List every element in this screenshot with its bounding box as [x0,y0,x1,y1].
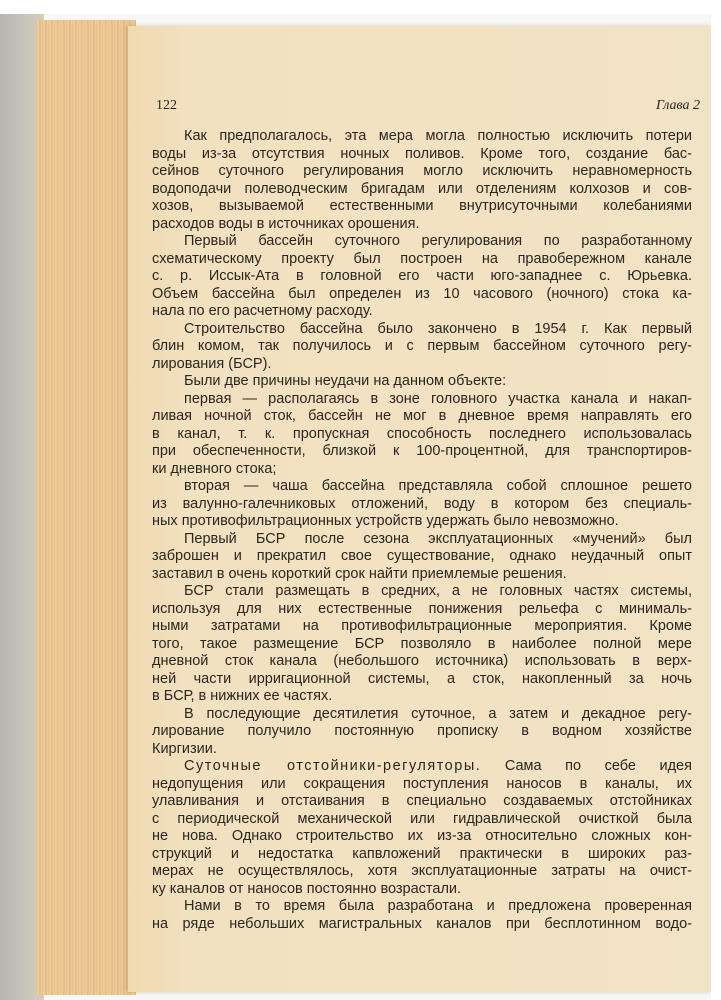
text-line: на ряде небольших магистральных каналов при бесплотинном водо- [152,915,692,932]
text-line: ливая ночной сток, бассейн не мог в дневное время направлять его [152,408,692,424]
text-line: Первый БСР после сезона эксплуатационных «мучений» был [184,530,692,547]
text-line: не нова. Однако строительство их из-за относительно сложных кон- [152,828,692,844]
text-line: ными затратами на противофильтрационные мероприятия. Кроме [152,618,692,634]
text-line: ку каналов от наносов постоянно возрастали. [152,880,462,897]
text-line: расходов воды в источниках орошения. [152,215,420,232]
text-line: вторая — чаша бассейна представляла собой сплошное решето [184,478,692,494]
scan-margin-top [0,0,721,14]
text-line: водоподачи полеводческим бригадам или отделениям колхозов и сов- [152,180,692,197]
text-line: Были две причины неудачи на данном объекте: [184,373,507,389]
page-number: 122 [156,98,177,113]
text-line: с. р. Иссык-Ата в головной его части юго-западнее с. Юрьевка. [152,268,692,284]
text-line: Киргизии. [152,740,217,757]
text-line: Суточные отстойники-регуляторы. Сама по себе идея [184,758,692,774]
text-line: ней части ирригационной системы, а сток, накопленный за ночь [152,670,692,687]
text-line: из валунно-галечниковых отложений, воду в котором без специаль- [152,495,692,512]
text-line: при обеспеченности, близкой к 100-процентной, для транспортиров- [152,443,692,459]
text-line: сейнов суточного регулирования могло исключить неравномерность [152,163,692,179]
text-line: В последующие десятилетия суточное, а затем и декадное регу- [184,705,692,722]
book-page-edges [36,20,136,995]
text-line: в канал, т. к. пропускная способность последнего использовалась [152,425,692,442]
text-line: Объем бассейна был определен из 10 часового (ночного) стока ка- [152,285,692,302]
text-line: БСР стали размещать в средних, а не головных частях системы, [184,583,692,599]
text-line: струкций и недостатка капвложений практически в широких раз- [152,845,692,862]
text-line: дневной сток канала (небольшого источника) использовать в верх- [152,653,692,669]
text-line: ки дневного стока; [152,460,277,477]
text-line: нала по его расчетному расходу. [152,303,373,319]
text-line: Строительство бассейна было закончено в 1954 г. Как первый [184,320,692,337]
text-line: используя для них естественные понижения рельефа с минималь- [152,600,692,617]
text-line: Нами в то время была разработана и предложена проверенная [184,898,692,914]
text-line: недопущения или сокращения поступления наносов в каналы, их [152,775,692,792]
running-head [156,98,700,118]
text-line: мерах не осуществлялось, хотя эксплуатационные затраты на очист- [152,863,692,879]
text-line: лирование получило постоянную прописку в водном хозяйстве [152,723,692,739]
scan-margin-right [711,0,721,1000]
text-line: Как предполагалось, эта мера могла полностью исключить потери [184,128,692,144]
text-line: заставил в очень короткий срок найти приемлемые решения. [152,565,567,582]
text-line: блин комом, так получилось и с первым бассейном суточного регу- [152,338,692,354]
text-line: воды из-за отсутствия ночных поливов. Кроме того, создание бас- [152,145,692,162]
text-line: Первый бассейн суточного регулирования по разработанному [184,233,692,249]
chapter-title: Глава 2 [656,98,700,113]
text-line: того, такое размещение БСР позволяло в наиболее полной мере [152,635,692,652]
text-line: лирования (БСР). [152,355,272,372]
text-line: первая — располагаясь в зоне головного участка канала и накап- [184,390,692,407]
text-line: в БСР, в нижних ее частях. [152,688,333,704]
text-line: хозов, вызываемой естественными внутрисуточными колебаниями [152,198,692,214]
body-text [152,128,692,933]
text-line: улавливания и отстаивания в специально создаваемых отстойниках [152,793,692,809]
text-line: ных противофильтрационных устройств удержать было невозможно. [152,513,619,529]
text-line: заброшен и прекратил свое существование, однако неудачный опыт [152,548,692,564]
text-line: схематическому проекту был построен на правобережном канале [152,250,692,267]
text-line: с периодической механической или гидравлической очисткой была [152,810,692,827]
